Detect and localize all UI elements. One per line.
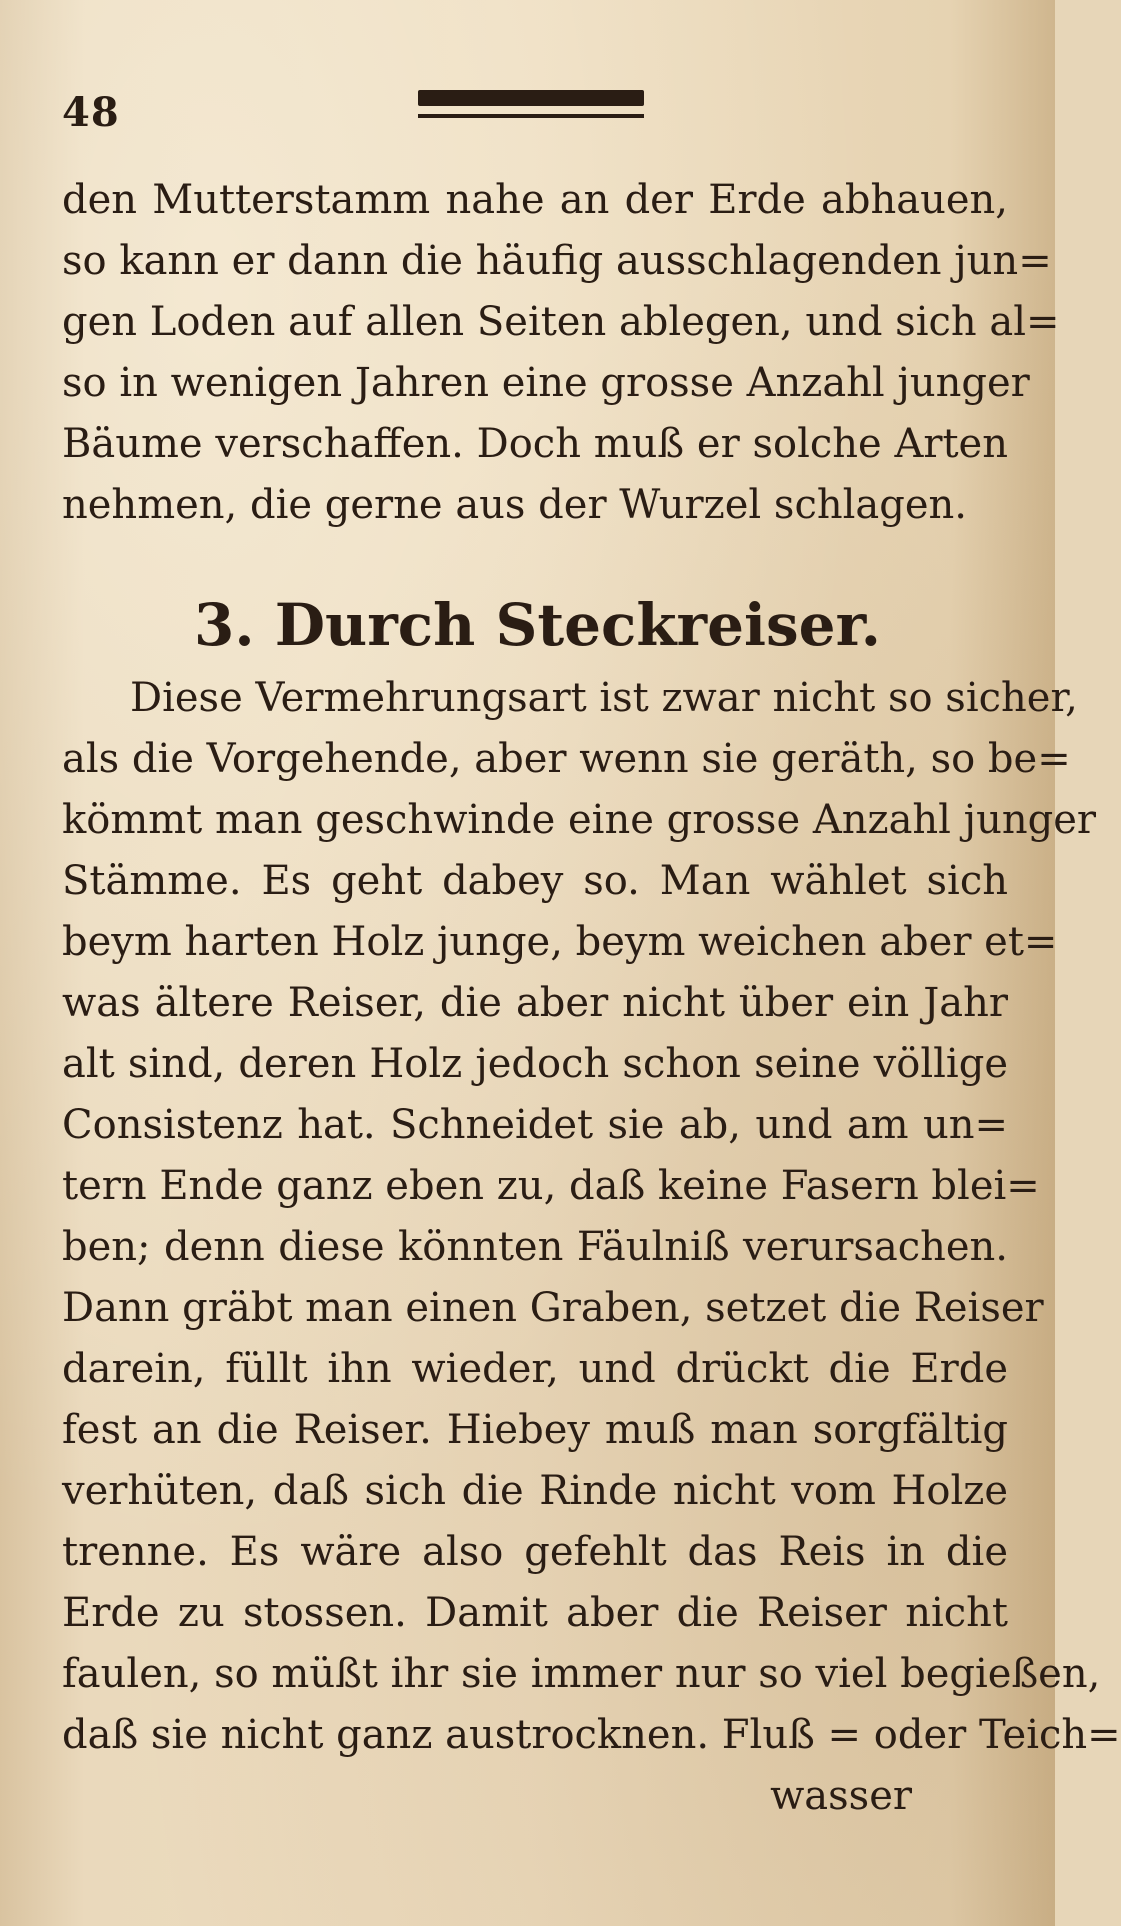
text-line: als die Vorgehende, aber wenn sie geräth, so be= <box>62 736 1071 782</box>
second-paragraph <box>62 668 1121 1827</box>
text-line: kömmt man geschwinde eine grosse Anzahl junger <box>62 797 1097 843</box>
text-line: Diese Vermehrungsart ist zwar nicht so sicher, <box>130 675 1078 721</box>
ornament-thick-bar <box>418 90 644 106</box>
ornament-thin-bar <box>418 114 644 118</box>
text-line: den Mutterstamm nahe an der Erde abhauen, <box>62 177 1008 223</box>
text-line: Dann gräbt man einen Graben, setzet die Reiser <box>62 1285 1044 1331</box>
text-line: alt sind, deren Holz jedoch schon seine völlige <box>62 1041 1008 1087</box>
text-line: ben; denn diese könnten Fäulniß verursachen. <box>62 1224 1008 1270</box>
text-line: Erde zu stossen. Damit aber die Reiser nicht <box>62 1590 1008 1636</box>
text-line: so kann er dann die häufig ausschlagenden jun= <box>62 238 1052 284</box>
text-line: gen Loden auf allen Seiten ablegen, und sich al= <box>62 299 1060 345</box>
text-line: trenne. Es wäre also gefehlt das Reis in die <box>62 1529 1008 1575</box>
text-line: daß sie nicht ganz austrocknen. Fluß = oder Teich= <box>62 1712 1121 1758</box>
catchword: wasser <box>770 1773 912 1819</box>
text-line: was ältere Reiser, die aber nicht über ein Jahr <box>62 980 1008 1026</box>
text-line: Consistenz hat. Schneidet sie ab, und am un= <box>62 1102 1008 1148</box>
text-line: Bäume verschaffen. Doch muß er solche Arten <box>62 421 1008 467</box>
header-ornament-rule <box>418 90 644 120</box>
section-heading: 3. Durch Steckreiser. <box>194 591 881 659</box>
text-line: verhüten, daß sich die Rinde nicht vom Holze <box>62 1468 1008 1514</box>
text-line: darein, füllt ihn wieder, und drückt die Erde <box>62 1346 1008 1392</box>
page-number: 48 <box>62 89 120 136</box>
text-line: Stämme. Es geht dabey so. Man wählet sich <box>62 858 1008 904</box>
first-paragraph <box>62 170 1060 536</box>
text-line: faulen, so müßt ihr sie immer nur so viel begießen, <box>62 1651 1101 1697</box>
text-line: fest an die Reiser. Hiebey muß man sorgfältig <box>62 1407 1008 1453</box>
text-line: beym harten Holz junge, beym weichen aber et= <box>62 919 1058 965</box>
text-line: so in wenigen Jahren eine grosse Anzahl junger <box>62 360 1030 406</box>
text-line: nehmen, die gerne aus der Wurzel schlagen. <box>62 482 967 528</box>
text-line: tern Ende ganz eben zu, daß keine Fasern blei= <box>62 1163 1040 1209</box>
